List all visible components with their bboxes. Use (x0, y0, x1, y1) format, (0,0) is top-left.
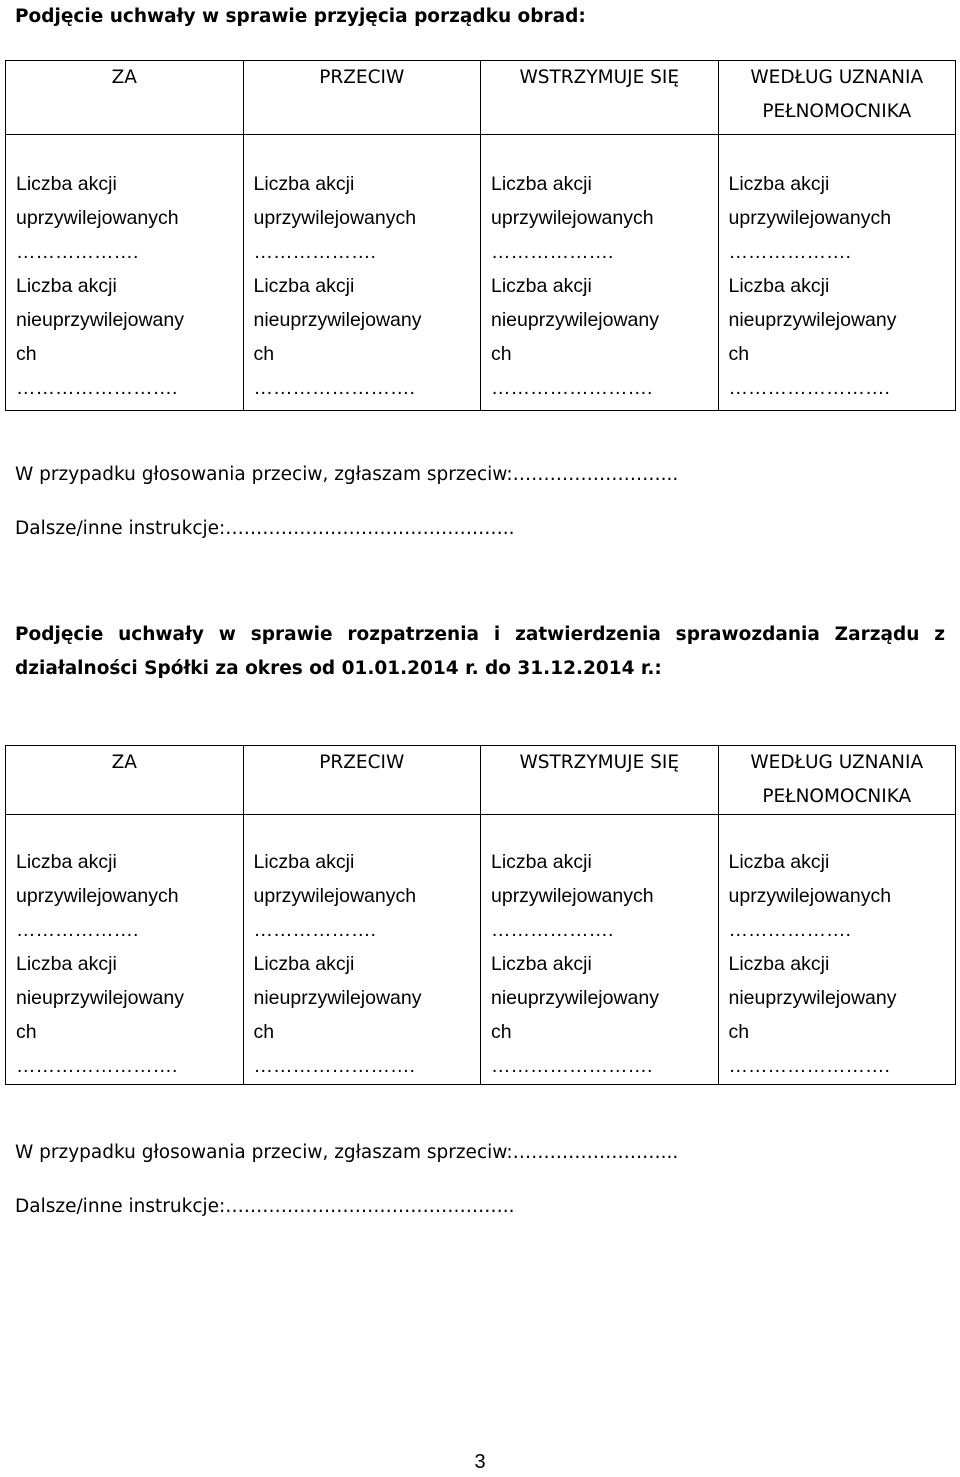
resolution-heading-1: Podjęcie uchwały w sprawie przyjęcia porządku obrad: (15, 6, 586, 27)
vote-cell-za[interactable] (6, 815, 244, 1085)
vote-cell-wedlug-uznania[interactable] (718, 135, 956, 411)
nonpriv-label: nieuprzywilejowany (491, 309, 659, 331)
nonpriv-label: Liczba akcji (253, 275, 355, 297)
vote-cell-wstrzymuje[interactable] (481, 815, 719, 1085)
priv-shares-field[interactable]: ………………. (16, 241, 139, 263)
vote-table-2 (5, 745, 956, 1085)
nonpriv-label: nieuprzywilejowany (16, 309, 184, 331)
priv-label: uprzywilejowanych (728, 207, 892, 229)
nonpriv-label: nieuprzywilejowany (16, 987, 184, 1009)
nonpriv-label: nieuprzywilejowany (253, 309, 422, 331)
instructions-line-1[interactable]: Dalsze/inne instrukcje:……………………………………….. (15, 518, 515, 539)
priv-shares-field[interactable]: ………………. (491, 919, 614, 941)
priv-label: Liczba akcji (728, 851, 830, 873)
nonpriv-label: Liczba akcji (16, 953, 117, 975)
nonpriv-label: Liczba akcji (491, 953, 592, 975)
nonpriv-label: ch (16, 343, 37, 365)
nonpriv-label: ch (16, 1021, 37, 1043)
column-header-wedlug-uznania (718, 61, 956, 135)
priv-shares-field[interactable]: ………………. (253, 241, 376, 263)
header-label: PRZECIW (319, 67, 405, 88)
priv-label: Liczba akcji (253, 173, 355, 195)
header-label: ZA (111, 67, 137, 88)
nonpriv-shares-field[interactable]: ……………………. (253, 1055, 415, 1077)
nonpriv-label: Liczba akcji (728, 275, 830, 297)
nonpriv-label: ch (728, 343, 750, 365)
header-label-line2: PEŁNOMOCNIKA (762, 101, 912, 122)
column-header-przeciw (243, 61, 481, 135)
nonpriv-label: nieuprzywilejowany (728, 987, 897, 1009)
vote-cell-wstrzymuje[interactable] (481, 135, 719, 411)
nonpriv-label: Liczba akcji (16, 275, 117, 297)
priv-label: Liczba akcji (491, 851, 592, 873)
nonpriv-shares-field[interactable]: ……………………. (491, 377, 653, 399)
vote-cell-wedlug-uznania[interactable] (718, 815, 956, 1085)
priv-label: uprzywilejowanych (16, 885, 179, 907)
resolution-heading-2: Podjęcie uchwały w sprawie rozpatrzenia i zatwierdzenia sprawozdania Zarządu z działalności Spółki za okres od 01.01.2014 r. do 31.12.2014 r.: (15, 624, 945, 679)
nonpriv-label: Liczba akcji (253, 953, 355, 975)
instructions-line-2[interactable]: Dalsze/inne instrukcje:……………………………………….. (15, 1196, 515, 1217)
vote-cell-przeciw[interactable] (243, 135, 481, 411)
column-header-wstrzymuje (481, 61, 719, 135)
nonpriv-label: Liczba akcji (491, 275, 592, 297)
header-label: ZA (111, 752, 137, 773)
nonpriv-shares-field[interactable]: ……………………. (728, 377, 890, 399)
nonpriv-shares-field[interactable]: ……………………. (728, 1055, 890, 1077)
priv-label: uprzywilejowanych (491, 207, 654, 229)
nonpriv-label: ch (253, 343, 275, 365)
column-header-przeciw (243, 746, 481, 815)
nonpriv-label: nieuprzywilejowany (253, 987, 422, 1009)
nonpriv-shares-field[interactable]: ……………………. (16, 377, 178, 399)
objection-line-1[interactable]: W przypadku głosowania przeciw, zgłaszam sprzeciw:……………………... (15, 464, 679, 485)
nonpriv-shares-field[interactable]: ……………………. (16, 1055, 178, 1077)
header-label: WSTRZYMUJE SIĘ (519, 752, 680, 773)
priv-shares-field[interactable]: ………………. (728, 919, 851, 941)
priv-label: Liczba akcji (728, 173, 830, 195)
priv-label: Liczba akcji (16, 851, 117, 873)
priv-label: Liczba akcji (16, 173, 117, 195)
header-label: WEDŁUG UZNANIA (750, 67, 924, 88)
vote-cell-przeciw[interactable] (243, 815, 481, 1085)
priv-shares-field[interactable]: ………………. (728, 241, 851, 263)
column-header-wstrzymuje (481, 746, 719, 815)
priv-label: uprzywilejowanych (253, 207, 417, 229)
priv-label: Liczba akcji (491, 173, 592, 195)
header-label: PRZECIW (319, 752, 405, 773)
vote-cell-za[interactable] (6, 135, 244, 411)
priv-label: uprzywilejowanych (253, 885, 417, 907)
column-header-wedlug-uznania (718, 746, 956, 815)
header-label: WSTRZYMUJE SIĘ (519, 67, 680, 88)
header-label-line2: PEŁNOMOCNIKA (762, 786, 912, 807)
vote-table-1 (5, 60, 956, 411)
priv-label: uprzywilejowanych (16, 207, 179, 229)
column-header-za (6, 61, 244, 135)
nonpriv-label: ch (728, 1021, 750, 1043)
nonpriv-label: ch (491, 343, 512, 365)
priv-shares-field[interactable]: ………………. (491, 241, 614, 263)
objection-line-2[interactable]: W przypadku głosowania przeciw, zgłaszam sprzeciw:……………………... (15, 1142, 679, 1163)
page-number: 3 (474, 1451, 486, 1473)
column-header-za (6, 746, 244, 815)
nonpriv-shares-field[interactable]: ……………………. (253, 377, 415, 399)
priv-label: Liczba akcji (253, 851, 355, 873)
nonpriv-label: nieuprzywilejowany (728, 309, 897, 331)
nonpriv-label: nieuprzywilejowany (491, 987, 659, 1009)
priv-label: uprzywilejowanych (728, 885, 892, 907)
nonpriv-label: Liczba akcji (728, 953, 830, 975)
priv-label: uprzywilejowanych (491, 885, 654, 907)
header-label: WEDŁUG UZNANIA (750, 752, 924, 773)
priv-shares-field[interactable]: ………………. (253, 919, 376, 941)
nonpriv-label: ch (491, 1021, 512, 1043)
priv-shares-field[interactable]: ………………. (16, 919, 139, 941)
nonpriv-label: ch (253, 1021, 275, 1043)
nonpriv-shares-field[interactable]: ……………………. (491, 1055, 653, 1077)
